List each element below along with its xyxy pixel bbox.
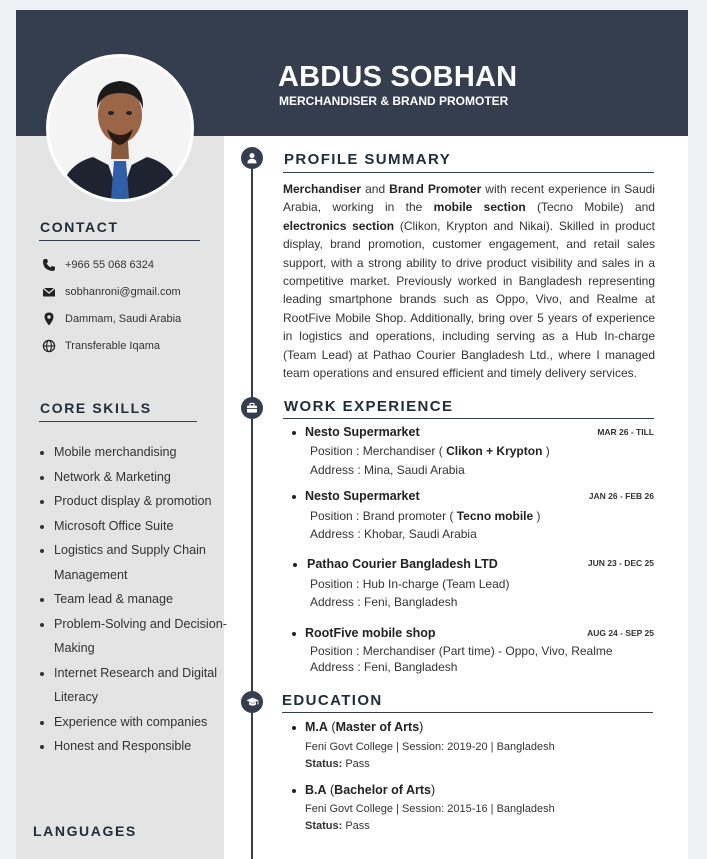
job-bullet	[292, 495, 296, 499]
briefcase-icon	[246, 402, 258, 414]
work-title: WORK EXPERIENCE	[284, 398, 454, 415]
timeline-line	[251, 160, 253, 859]
job-date: MAR 26 - TILL	[597, 427, 654, 437]
education-divider	[282, 712, 653, 713]
contact-iqama-text: Transferable Iqama	[65, 340, 160, 352]
summary-text-run: (Tecno Mobile) and	[525, 200, 655, 215]
contact-phone-text: +966 55 068 6324	[65, 259, 155, 271]
edu-degree: M.A (Master of Arts)	[305, 720, 424, 734]
contact-email	[42, 285, 181, 299]
profile-photo	[49, 57, 191, 199]
edu-status: Status: Pass	[305, 820, 370, 832]
skill-item: • Mobile merchandising	[54, 440, 234, 465]
edu-status: Status: Pass	[305, 758, 370, 770]
skill-item: • Team lead & manage	[54, 587, 234, 612]
skill-item: • Problem-Solving and Decision-Making	[54, 612, 234, 661]
candidate-role: MERCHANDISER & BRAND PROMOTER	[279, 94, 509, 108]
location-icon	[42, 312, 56, 326]
profile-divider	[283, 172, 654, 173]
job-company: Nesto Supermarket	[305, 489, 420, 503]
summary-bold-phrase: electronics section	[283, 218, 395, 233]
education-section-marker	[241, 691, 263, 713]
job-bullet	[292, 632, 296, 636]
summary-text-run: (Clikon, Krypton and Nikai). Skilled in product display, brand promotion, customer engagement, and retail sales support, with a strong ability to drive product visibility and sales in a competitive market. Previously worked in Bangladesh representing leading smartphone brands such as Oppo, Vivo, and Realme at RootFive Mobile Shop. Additionally, bring over 5 years of experience in logistics and operations, including serving as a Hub In-charge (Team Lead) at Pathao Courier Bangladesh Ltd., where I managed team operations and ensured efficient and timely delivery services.	[283, 218, 655, 381]
contact-location-text: Dammam, Saudi Arabia	[65, 313, 182, 325]
job-date: JUN 23 - DEC 25	[587, 558, 654, 568]
job-position: Position : Merchandiser ( Clikon + Krypton )	[310, 444, 550, 458]
contact-iqama	[42, 339, 160, 353]
job-address: Address : Mina, Saudi Arabia	[310, 463, 465, 477]
job-company: RootFive mobile shop	[305, 626, 436, 640]
email-icon	[42, 285, 56, 299]
edu-bullet	[292, 726, 296, 730]
edu-detail: Feni Govt College | Session: 2015-16 | Bangladesh	[305, 803, 555, 815]
edu-degree: B.A (Bachelor of Arts)	[305, 783, 436, 797]
job-address: Address : Khobar, Saudi Arabia	[310, 527, 477, 541]
contact-location	[42, 312, 181, 326]
work-section-marker	[241, 397, 263, 419]
summary-bold-phrase: Brand Promoter	[389, 182, 482, 196]
job-bullet	[293, 563, 297, 567]
contact-divider	[39, 240, 200, 241]
profile-summary-text	[283, 180, 655, 382]
skills-divider	[39, 421, 197, 422]
job-bullet	[292, 431, 296, 435]
skill-item: • Product display & promotion	[54, 489, 234, 514]
contact-title: CONTACT	[40, 219, 119, 235]
resume-page	[16, 10, 688, 859]
skill-item: • Logistics and Supply Chain Management	[54, 538, 234, 587]
job-date: AUG 24 - SEP 25	[587, 628, 654, 638]
job-company: Pathao Courier Bangladesh LTD	[307, 557, 498, 571]
job-address: Address : Feni, Bangladesh	[310, 660, 458, 674]
phone-icon	[42, 258, 56, 272]
job-position: Position : Merchandiser (Part time) - Oppo, Vivo, Realme	[310, 644, 613, 658]
candidate-name: ABDUS SOBHAN	[278, 61, 518, 93]
edu-detail: Feni Govt College | Session: 2019-20 | Bangladesh	[305, 741, 555, 753]
person-portrait-icon	[49, 57, 191, 199]
work-divider	[283, 418, 654, 419]
summary-text-run: and	[361, 182, 390, 196]
globe-icon	[42, 339, 56, 353]
skill-item: • Honest and Responsible	[54, 734, 234, 759]
summary-text-run: with recent experience in Saudi Arabia, working in the	[283, 182, 655, 215]
job-address: Address : Feni, Bangladesh	[310, 595, 458, 609]
languages-title: LANGUAGES	[33, 823, 137, 839]
skill-item: • Internet Research and Digital Literacy	[54, 661, 234, 710]
summary-bold-phrase: mobile section	[433, 200, 526, 215]
job-position: Position : Hub In-charge (Team Lead)	[310, 577, 510, 591]
job-company: Nesto Supermarket	[305, 425, 420, 439]
graduation-cap-icon	[246, 696, 259, 708]
skill-item: • Microsoft Office Suite	[54, 514, 234, 539]
user-icon	[246, 152, 258, 164]
skill-item: • Network & Marketing	[54, 465, 234, 490]
edu-bullet	[292, 789, 296, 793]
job-position: Position : Brand promoter ( Tecno mobile )	[310, 509, 541, 523]
contact-phone	[42, 258, 154, 272]
contact-email-text: sobhanroni@gmail.com	[65, 286, 181, 298]
skills-title: CORE SKILLS	[40, 400, 152, 416]
skill-item: • Experience with companies	[54, 710, 234, 735]
profile-title: PROFILE SUMMARY	[284, 151, 452, 168]
summary-bold-phrase: Merchandiser	[283, 182, 362, 196]
profile-section-marker	[241, 147, 263, 169]
education-title: EDUCATION	[282, 692, 383, 709]
skills-list	[38, 440, 234, 759]
job-date: JAN 26 - FEB 26	[588, 491, 654, 501]
